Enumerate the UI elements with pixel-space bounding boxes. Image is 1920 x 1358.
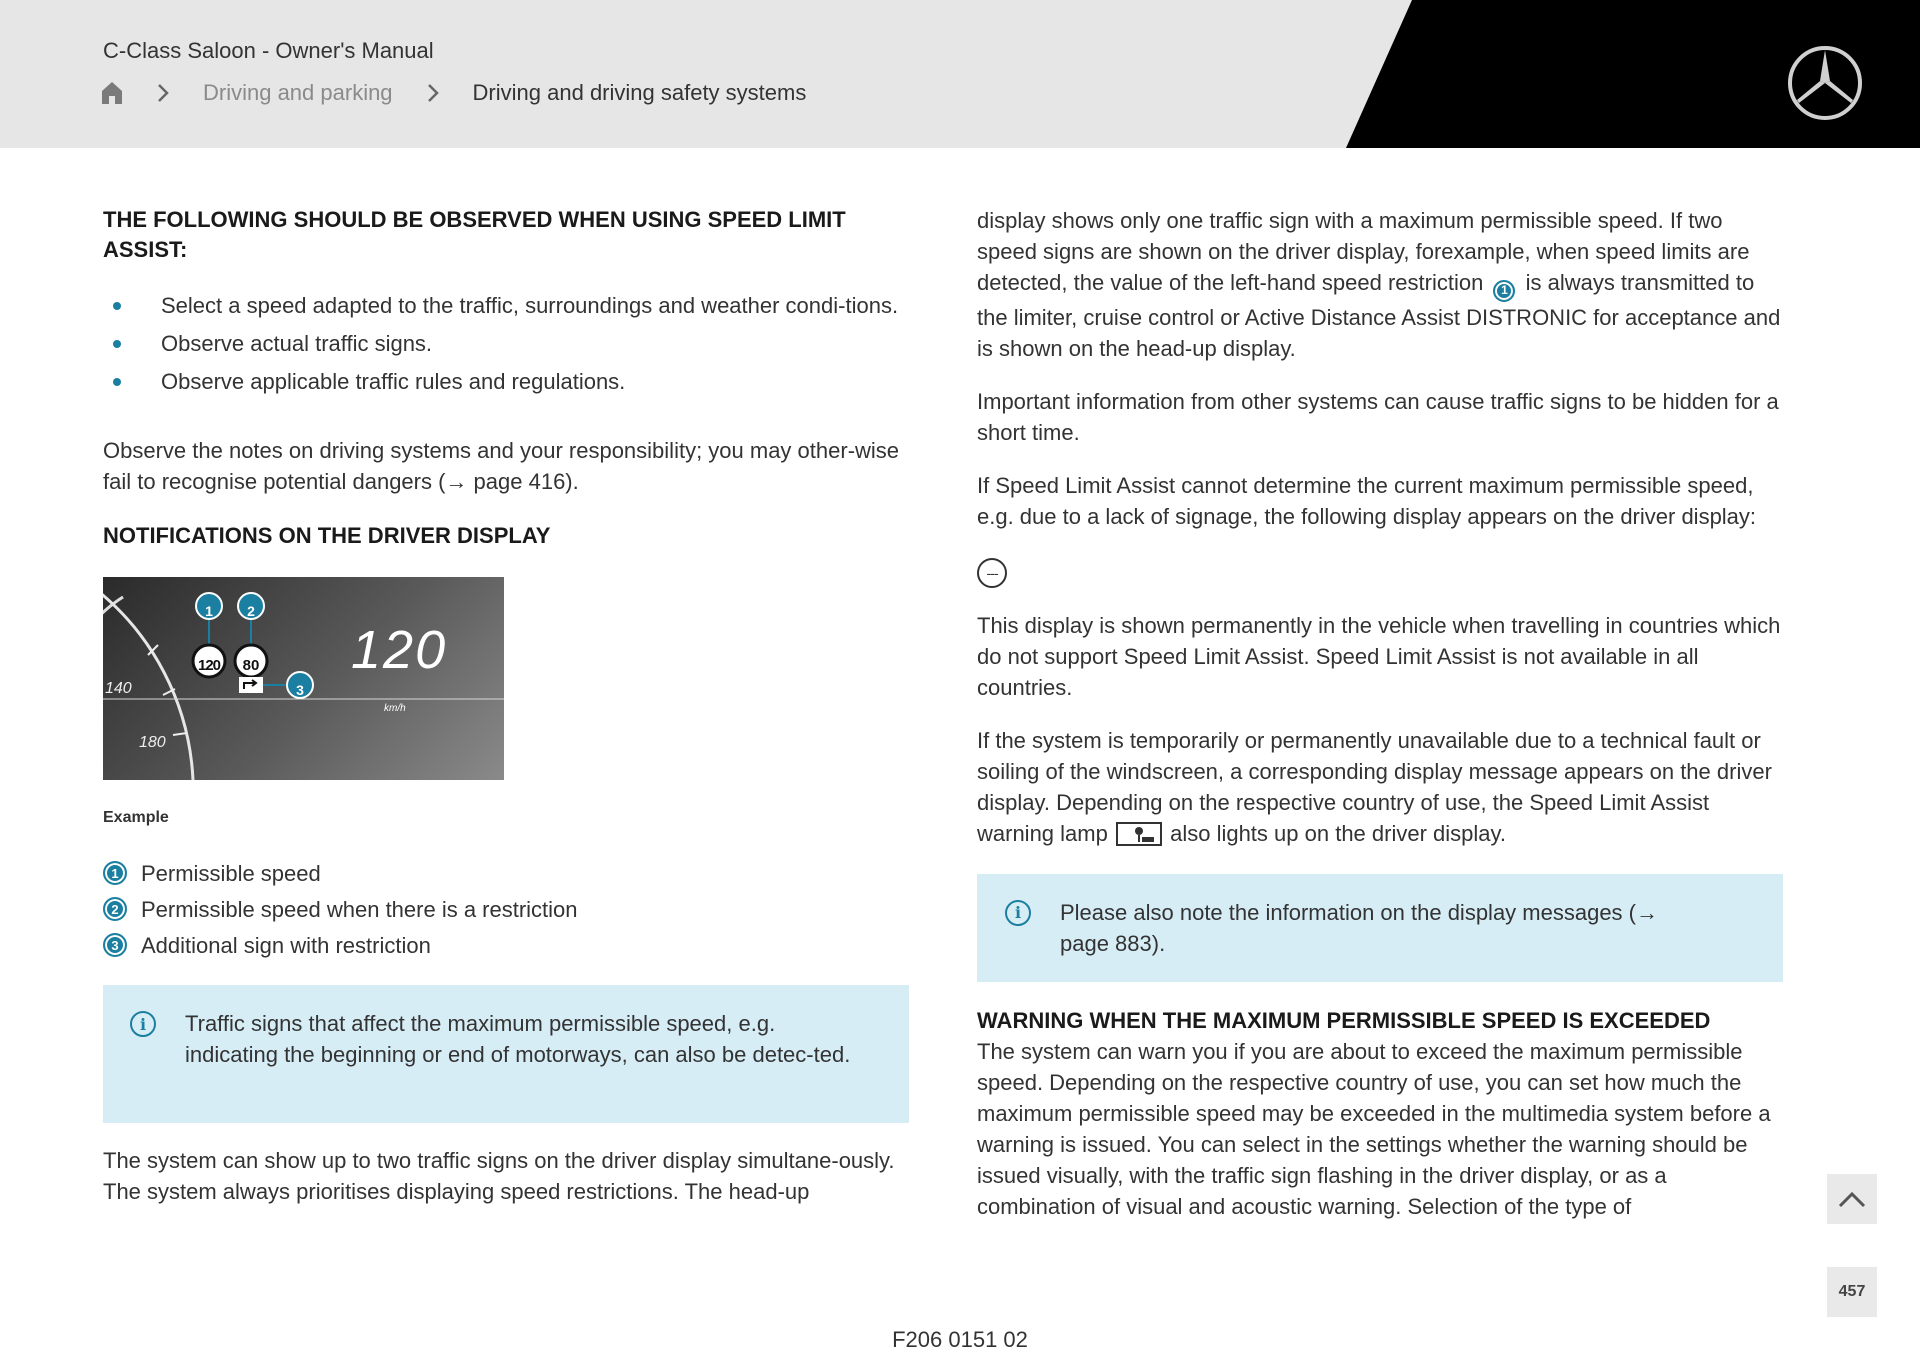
info-icon: i bbox=[1005, 900, 1031, 926]
speed-limit-assist-warning-lamp-icon bbox=[1116, 822, 1162, 846]
section-heading-observe: THE FOLLOWING SHOULD BE OBSERVED WHEN USING SPEED LIMIT ASSIST: bbox=[103, 207, 846, 262]
page-number: 457 bbox=[1838, 1283, 1866, 1300]
bullet-list bbox=[103, 290, 913, 397]
left-column bbox=[103, 205, 913, 1207]
paragraph-text: also lights up on the driver display. bbox=[1170, 820, 1506, 846]
breadcrumb-link-driving-and-parking[interactable]: Driving and parking bbox=[203, 80, 393, 105]
legend-item bbox=[103, 927, 913, 963]
legend-text: Additional sign with restriction bbox=[141, 932, 431, 958]
paragraph-text: Observe the notes on driving systems and your responsibility; you may other-wise fail to recognise potential dangers (→ page 416). bbox=[103, 438, 900, 494]
figure-callout-1: 1 bbox=[205, 603, 213, 619]
paragraph-traffic-signs: The system can show up to two traffic signs on the driver display simultane-ously. The system always prioritises displaying speed restrictions. The head-up bbox=[103, 1148, 895, 1204]
figure-caption: Example bbox=[103, 809, 169, 826]
figure-callout-3: 3 bbox=[296, 682, 304, 698]
speed-unit: km/h bbox=[384, 703, 406, 714]
breadcrumb-current: Driving and driving safety systems bbox=[472, 80, 807, 105]
chevron-right-icon bbox=[151, 81, 175, 105]
speed-sign-80: 80 bbox=[242, 657, 260, 674]
section-heading-notifications: NOTIFICATIONS ON THE DRIVER DISPLAY bbox=[103, 523, 551, 548]
list-item: Observe actual traffic signs. bbox=[103, 328, 913, 359]
info-box bbox=[977, 874, 1783, 982]
legend-list bbox=[103, 855, 913, 963]
no-speed-limit-display-icon: --- bbox=[977, 558, 1007, 588]
mercedes-star-logo bbox=[1786, 44, 1864, 122]
list-item: Observe applicable traffic rules and regulations. bbox=[103, 366, 913, 397]
paragraph-unavailable bbox=[977, 725, 1785, 849]
chevron-up-icon bbox=[1837, 1189, 1867, 1209]
list-item: Select a speed adapted to the traffic, surroundings and weather condi-tions. bbox=[103, 290, 913, 321]
number-badge: 2 bbox=[103, 897, 127, 921]
paragraph-text: If the system is temporarily or permanently unavailable due to a technical fault or soiling of the windscreen, a corresponding display message appears on the driver display. Depending on the respective country of use, the Speed Limit Assist warning lamp bbox=[977, 727, 1772, 846]
page-number-button[interactable] bbox=[1827, 1267, 1877, 1317]
gauge-label-180: 180 bbox=[139, 734, 166, 751]
paragraph-responsibility bbox=[103, 435, 913, 497]
paragraph-countries: This display is shown permanently in the vehicle when travelling in countries which do not support Speed Limit Assist. Speed Limit Assist is not available in all countries. bbox=[977, 612, 1781, 700]
info-text: Please also note the information on the display messages (→ page 883). bbox=[1060, 899, 1658, 956]
driver-display-figure bbox=[103, 577, 504, 780]
document-code: F206 0151 02 bbox=[892, 1327, 1028, 1352]
figure-callout-2: 2 bbox=[247, 603, 255, 619]
number-badge: 1 bbox=[103, 861, 127, 885]
speed-sign-120: 120 bbox=[197, 657, 221, 674]
section-heading-warning: WARNING WHEN THE MAXIMUM PERMISSIBLE SPEED IS EXCEEDED bbox=[977, 1007, 1711, 1033]
chevron-right-icon bbox=[421, 81, 445, 105]
home-icon[interactable] bbox=[101, 81, 123, 105]
right-column bbox=[977, 205, 1785, 1222]
paragraph-cannot-determine: If Speed Limit Assist cannot determine the current maximum permissible speed, e.g. due to a lack of signage, the following display appears on the driver display: bbox=[977, 472, 1757, 529]
legend-text: Permissible speed bbox=[141, 860, 321, 886]
paragraph-text: display shows only one traffic sign with a maximum permissible speed. If two speed signs are shown on the driver display, forexample, when speed limits are detected, the value of the left-hand speed restriction bbox=[977, 208, 1750, 295]
number-badge: 3 bbox=[103, 933, 127, 957]
current-speed: 120 bbox=[351, 620, 448, 680]
paragraph-text: is always transmitted to the limiter, cruise control or Active Distance Assist DISTRONIC for acceptance and is shown on the head-up display. bbox=[977, 270, 1781, 361]
info-text: Traffic signs that affect the maximum permissible speed, e.g. indicating the beginning or end of motorways, can also be detec-ted. bbox=[185, 1011, 851, 1067]
number-badge: 1 bbox=[1493, 280, 1515, 302]
legend-item bbox=[103, 855, 913, 891]
legend-text: Permissible speed when there is a restriction bbox=[141, 896, 578, 922]
gauge-label-140: 140 bbox=[105, 680, 132, 697]
document-title: C-Class Saloon - Owner's Manual bbox=[103, 38, 434, 63]
info-icon: i bbox=[130, 1011, 156, 1037]
paragraph-head-up-display bbox=[977, 205, 1785, 364]
paragraph-hidden-signs: Important information from other systems can cause traffic signs to be hidden for a short time. bbox=[977, 388, 1779, 445]
legend-item bbox=[103, 891, 913, 927]
breadcrumb bbox=[101, 80, 806, 106]
header-bar bbox=[0, 0, 1920, 148]
scroll-to-top-button[interactable] bbox=[1827, 1174, 1877, 1224]
paragraph-warning: The system can warn you if you are about to exceed the maximum permissible speed. Depending on the respective country of use, you can set how much the maximum permissible speed may be exceeded in the multimedia system before a warning is issued. You can select in the settings whether the warning should be issued visually, with the traffic sign flashing in the driver display, or as a combination of visual and acoustic warning. Selection of the type of bbox=[977, 1038, 1771, 1219]
info-box bbox=[103, 985, 909, 1123]
